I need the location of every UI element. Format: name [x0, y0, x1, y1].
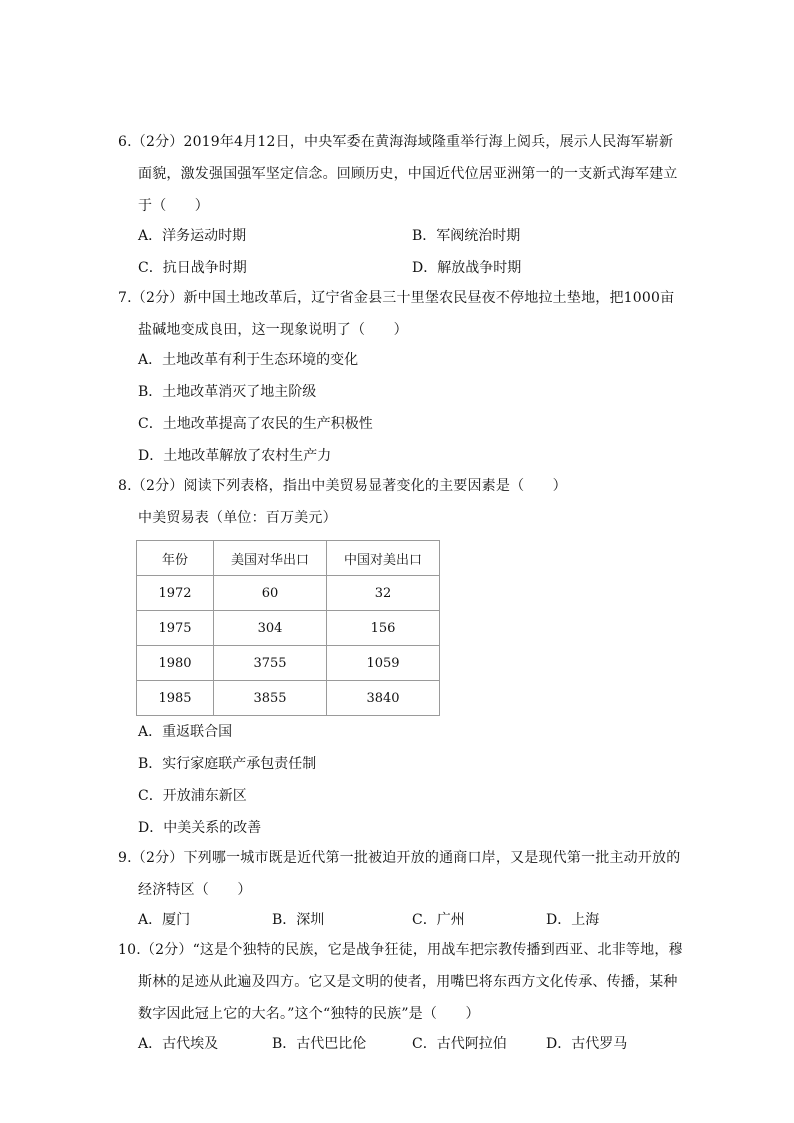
table-row [137, 646, 440, 681]
table-cell: 1059 [327, 646, 440, 681]
table-cell: 60 [214, 576, 327, 611]
table-cell: 1980 [137, 646, 214, 681]
question-10-option-a[interactable]: A．古代埃及 [138, 1036, 219, 1052]
question-6-stem-line-1: 6.（2分）2019年4月12日，中央军委在黄海海域隆重举行海上阅兵，展示人民海军崭新 [118, 134, 674, 150]
question-9-option-a[interactable]: A．厦门 [138, 912, 191, 928]
table-header-cell: 年份 [137, 541, 214, 576]
table-cell: 1975 [137, 611, 214, 646]
question-8-option-a[interactable]: A．重返联合国 [138, 724, 233, 740]
question-6-stem-line-3: 于（ ） [138, 198, 209, 214]
table-cell: 32 [327, 576, 440, 611]
table-header-cell: 美国对华出口 [214, 541, 327, 576]
trade-table-title: 中美贸易表（单位：百万美元） [138, 510, 337, 526]
table-cell: 3855 [214, 681, 327, 716]
question-6-option-d[interactable]: D．解放战争时期 [412, 260, 522, 276]
question-9-stem-line-1: 9.（2分）下列哪一城市既是近代第一批被迫开放的通商口岸，又是现代第一批主动开放的 [118, 850, 681, 866]
table-cell: 1972 [137, 576, 214, 611]
question-7-option-d[interactable]: D．土地改革解放了农村生产力 [138, 448, 332, 464]
question-6-option-b[interactable]: B．军阀统治时期 [412, 228, 521, 244]
trade-table [136, 540, 440, 716]
question-6-option-a[interactable]: A．洋务运动时期 [138, 228, 247, 244]
table-cell: 3840 [327, 681, 440, 716]
question-10-stem-line-3: 数字因此冠上它的大名。”这个“独特的民族”是（ ） [138, 1006, 480, 1022]
table-row [137, 611, 440, 646]
table-header-cell: 中国对美出口 [327, 541, 440, 576]
table-cell: 156 [327, 611, 440, 646]
question-9-stem-line-2: 经济特区（ ） [138, 882, 252, 898]
question-10-option-b[interactable]: B．古代巴比伦 [272, 1036, 367, 1052]
table-row [137, 681, 440, 716]
question-9-option-d[interactable]: D．上海 [546, 912, 600, 928]
question-8-option-d[interactable]: D．中美关系的改善 [138, 820, 262, 836]
question-6-option-c[interactable]: C．抗日战争时期 [138, 260, 247, 276]
question-10-option-c[interactable]: C．古代阿拉伯 [412, 1036, 507, 1052]
table-row [137, 576, 440, 611]
question-10-stem-line-1: 10.（2分）“这是个独特的民族，它是战争狂徒，用战车把宗教传播到西亚、北非等地，穆 [118, 942, 683, 958]
question-7-option-a[interactable]: A．土地改革有利于生态环境的变化 [138, 352, 359, 368]
question-8-option-b[interactable]: B．实行家庭联产承包责任制 [138, 756, 317, 772]
question-10-stem-line-2: 斯林的足迹从此遍及四方。它又是文明的使者，用嘴巴将东西方文化传承、传播，某种 [138, 974, 678, 990]
question-7-stem-line-2: 盐碱地变成良田，这一现象说明了（ ） [138, 322, 408, 338]
table-cell: 304 [214, 611, 327, 646]
question-9-option-c[interactable]: C．广州 [412, 912, 465, 928]
table-header-row [137, 541, 440, 576]
question-7-option-c[interactable]: C．土地改革提高了农民的生产积极性 [138, 416, 373, 432]
question-7-stem-line-1: 7.（2分）新中国土地改革后，辽宁省金县三十里堡农民昼夜不停地拉土垫地，把1000亩 [118, 290, 675, 306]
question-10-option-d[interactable]: D．古代罗马 [546, 1036, 628, 1052]
table-cell: 3755 [214, 646, 327, 681]
question-8-option-c[interactable]: C．开放浦东新区 [138, 788, 247, 804]
question-7-option-b[interactable]: B．土地改革消灭了地主阶级 [138, 384, 317, 400]
table-cell: 1985 [137, 681, 214, 716]
question-6-stem-line-2: 面貌，激发强国强军坚定信念。回顾历史，中国近代位居亚洲第一的一支新式海军建立 [138, 166, 678, 182]
question-8-stem-line-1: 8.（2分）阅读下列表格，指出中美贸易显著变化的主要因素是（ ） [118, 478, 567, 494]
question-9-option-b[interactable]: B．深圳 [272, 912, 325, 928]
